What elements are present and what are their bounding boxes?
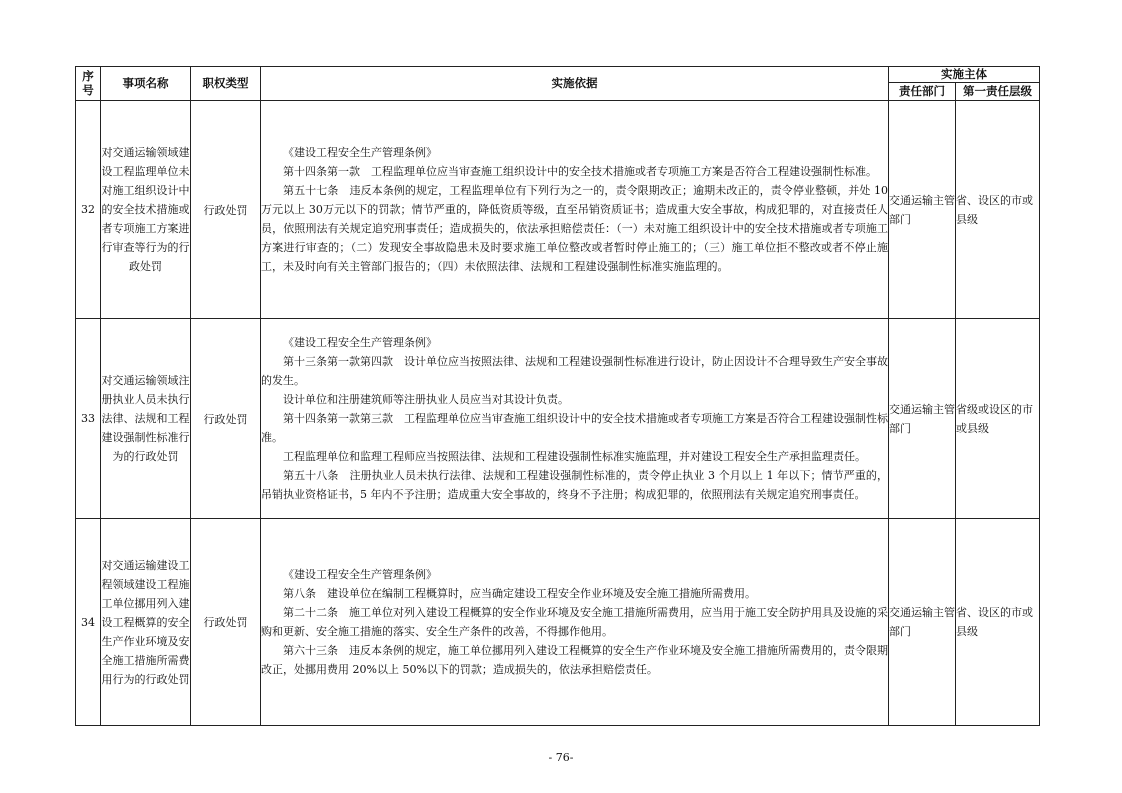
row-index: 33: [76, 319, 101, 519]
basis-paragraph: 第八条 建设单位在编制工程概算时，应当确定建设工程安全作业环境及安全施工措施所需费用。: [283, 587, 756, 600]
basis-paragraph: 第五十七条 违反本条例的规定，工程监理单位有下列行为之一的，责令限期改正；逾期未改正的，责令停业整顿，并处 10万元以上 30万元以下的罚款；情节严重的，降低资质等级，直至吊销资质证书；造成重大安全事故，构成犯罪的，对直接责任人员，依照刑法有关规定追究刑事责任；造成损失的，依法承担赔偿责任：（一）未对施工组织设计中的安全技术措施或者专项施工方案进行审查的；（二）发现安全事故隐患未及时要求施工单位整改或者暂时停止施工的；（三）施工单位拒不整改或者不停止施工，未及时向有关主管部门报告的；（四）未依照法律、法规和工程建设强制性标准实施监理的。: [261, 184, 888, 273]
header-basis: 实施依据: [261, 67, 889, 101]
header-index: 序号: [76, 67, 101, 101]
row-item-name: 对交通运输领域建设工程监理单位未对施工组织设计中的安全技术措施或者专项施工方案进行审查等行为的行政处罚: [101, 101, 191, 319]
page-number: - 76-: [548, 751, 574, 764]
row-level: 省级或设区的市或县级: [956, 319, 1040, 519]
table-row: [76, 519, 1040, 726]
row-index: 34: [76, 519, 101, 726]
header-subject: 实施主体: [889, 67, 1040, 83]
basis-paragraph: 工程监理单位和监理工程师应当按照法律、法规和工程建设强制性标准实施监理，并对建设工程安全生产承担监理责任。: [283, 450, 866, 463]
header-level: 第一责任层级: [956, 83, 1040, 101]
authority-table: [75, 66, 1040, 726]
row-index: 32: [76, 101, 101, 319]
row-item-name: 对交通运输领域注册执业人员未执行法律、法规和工程建设强制性标准行为的行政处罚: [101, 319, 191, 519]
row-authority-type: 行政处罚: [191, 101, 261, 319]
row-basis: [261, 519, 889, 726]
row-basis: [261, 101, 889, 319]
basis-paragraph: 第五十八条 注册执业人员未执行法律、法规和工程建设强制性标准的，责令停止执业 3 个月以上 1 年以下；情节严重的，吊销执业资格证书，5 年内不予注册；造成重大安全事故的，终身不予注册；构成犯罪的，依照刑法有关规定追究刑事责任。: [261, 469, 888, 501]
header-item-name: 事项名称: [101, 67, 191, 101]
basis-paragraph: 《建设工程安全生产管理条例》: [283, 568, 437, 581]
basis-paragraph: 第十四条第一款 工程监理单位应当审查施工组织设计中的安全技术措施或者专项施工方案是否符合工程建设强制性标准。: [283, 165, 877, 178]
header-authority-type: 职权类型: [191, 67, 261, 101]
basis-paragraph: 《建设工程安全生产管理条例》: [283, 146, 437, 159]
row-authority-type: 行政处罚: [191, 519, 261, 726]
basis-paragraph: 第十三条第一款第四款 设计单位应当按照法律、法规和工程建设强制性标准进行设计，防止因设计不合理导致生产安全事故的发生。: [261, 355, 888, 387]
basis-paragraph: 第十四条第一款第三款 工程监理单位应当审查施工组织设计中的安全技术措施或者专项施工方案是否符合工程建设强制性标准。: [261, 412, 888, 444]
header-dept: 责任部门: [889, 83, 956, 101]
table-row: [76, 101, 1040, 319]
row-basis: [261, 319, 889, 519]
row-dept: 交通运输主管部门: [889, 319, 956, 519]
basis-paragraph: 《建设工程安全生产管理条例》: [283, 336, 437, 349]
row-level: 省、设区的市或县级: [956, 519, 1040, 726]
row-dept: 交通运输主管部门: [889, 101, 956, 319]
row-dept: 交通运输主管部门: [889, 519, 956, 726]
basis-paragraph: 第六十三条 违反本条例的规定，施工单位挪用列入建设工程概算的安全生产作业环境及安全施工措施所需费用的，责令限期改正，处挪用费用 20%以上 50%以下的罚款；造成损失的，依法承担赔偿责任。: [261, 644, 888, 676]
row-level: 省、设区的市或县级: [956, 101, 1040, 319]
basis-paragraph: 设计单位和注册建筑师等注册执业人员应当对其设计负责。: [283, 393, 569, 406]
table-row: [76, 319, 1040, 519]
row-authority-type: 行政处罚: [191, 319, 261, 519]
basis-paragraph: 第二十二条 施工单位对列入建设工程概算的安全作业环境及安全施工措施所需费用，应当用于施工安全防护用具及设施的采购和更新、安全施工措施的落实、安全生产条件的改善，不得挪作他用。: [261, 606, 888, 638]
row-item-name: 对交通运输建设工程领域建设工程施工单位挪用列入建设工程概算的安全生产作业环境及安全施工措施所需费用行为的行政处罚: [101, 519, 191, 726]
